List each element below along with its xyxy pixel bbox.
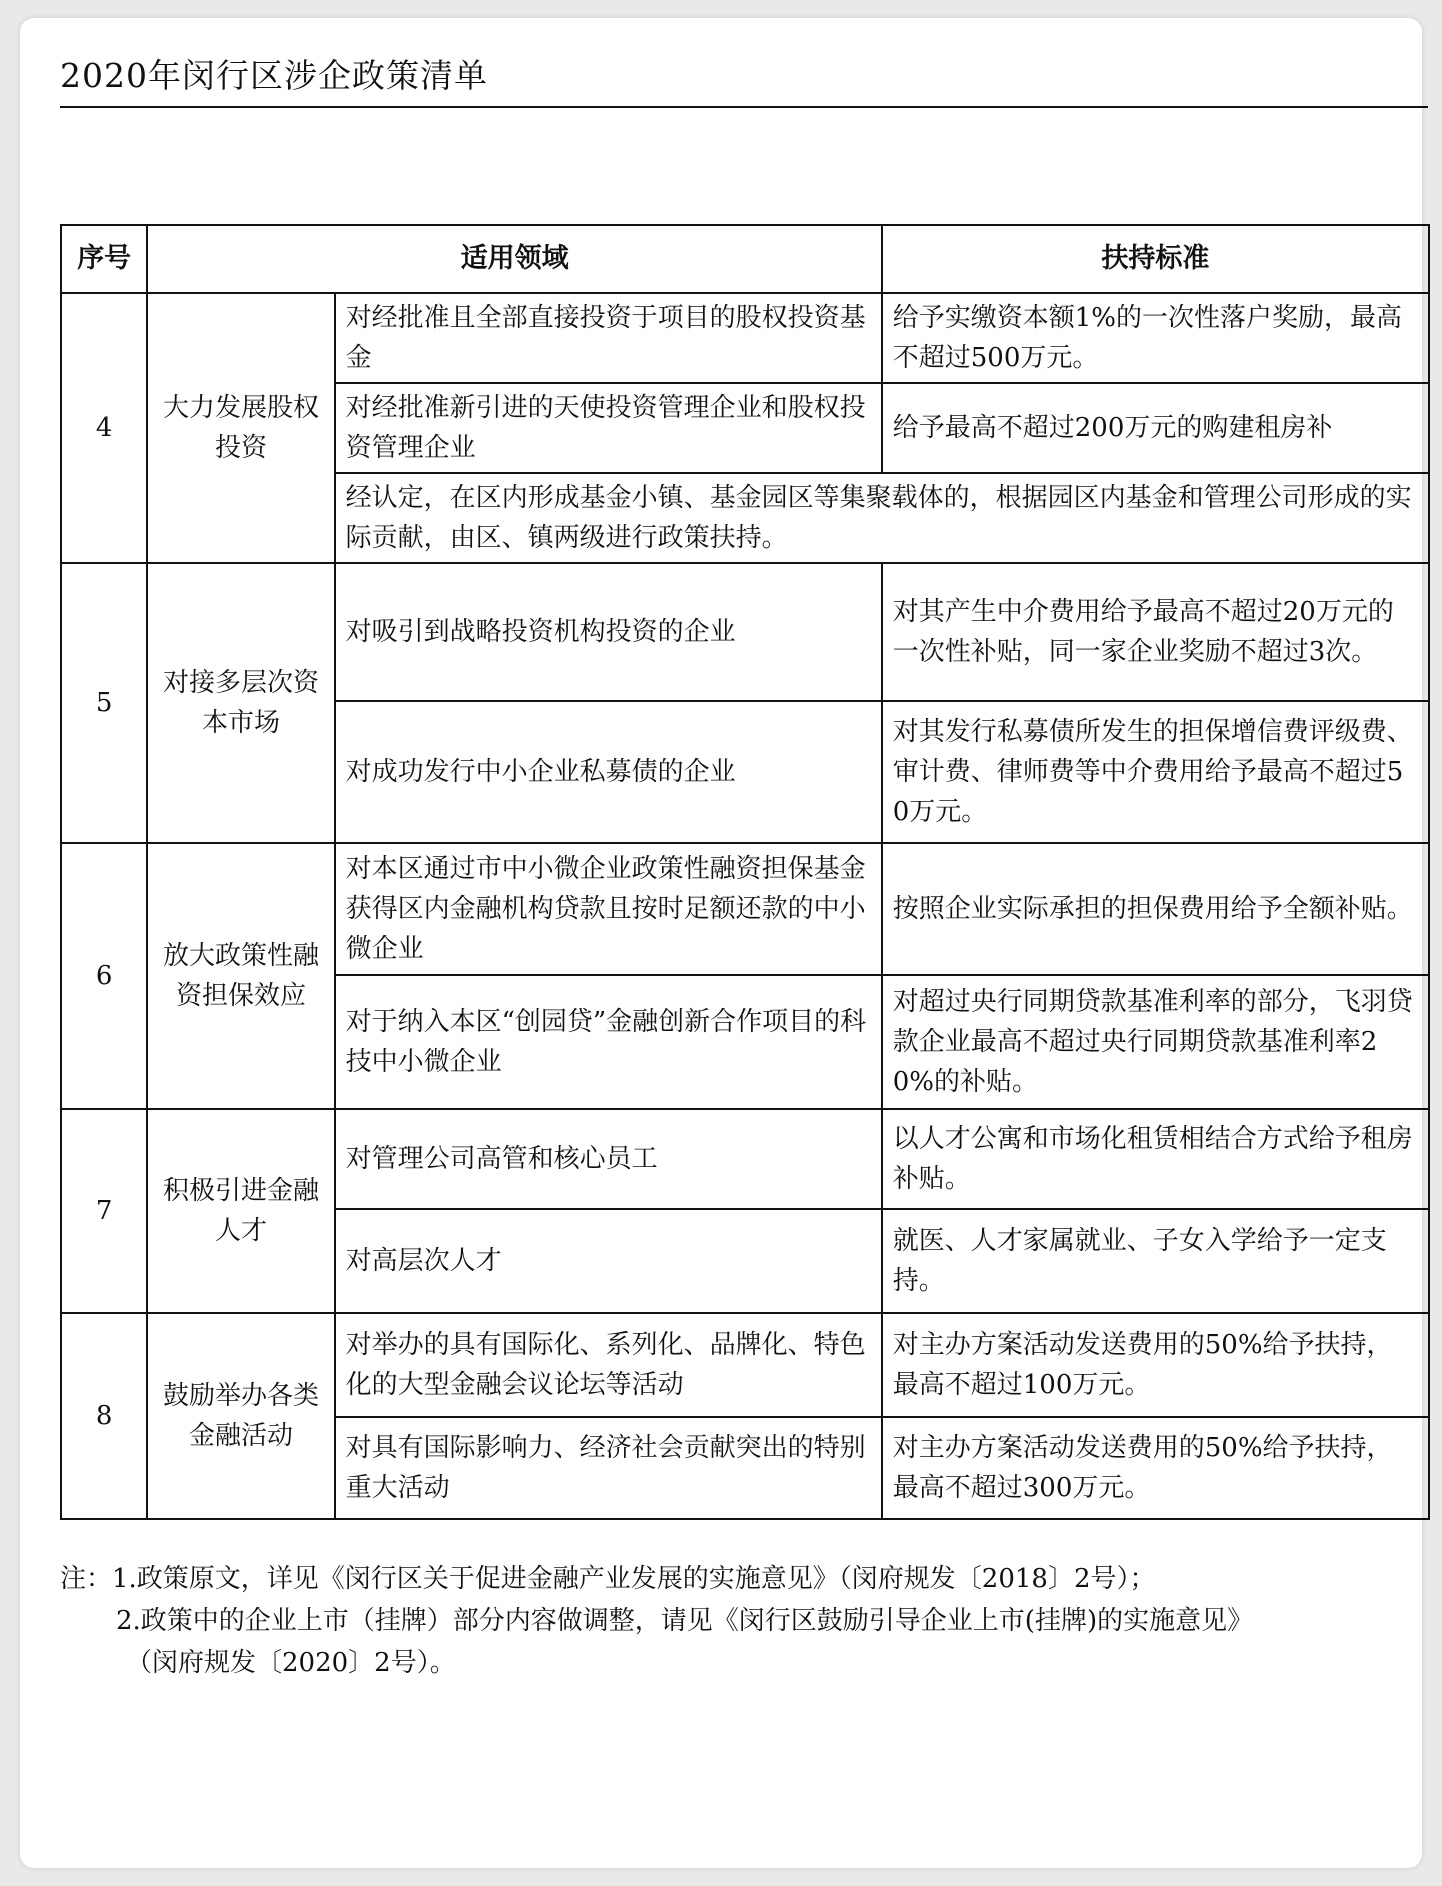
table-row: [61, 563, 1429, 701]
support-standard: 以人才公寓和市场化租赁相结合方式给予租房补贴。: [882, 1109, 1429, 1209]
support-standard: 就医、人才家属就业、子女入学给予一定支持。: [882, 1209, 1429, 1313]
area-detail: 对管理公司高管和核心员工: [335, 1109, 882, 1209]
area-label: 放大政策性融资担保效应: [147, 843, 334, 1109]
area-detail: 对具有国际影响力、经济社会贡献突出的特别重大活动: [335, 1417, 882, 1519]
support-standard: 给予实缴资本额1%的一次性落户奖励，最高不超过500万元。: [882, 293, 1429, 383]
row-number: 6: [61, 843, 147, 1109]
table-row: [61, 1313, 1429, 1417]
area-detail: 对吸引到战略投资机构投资的企业: [335, 563, 882, 701]
header-num: 序号: [61, 225, 147, 293]
area-label: 大力发展股权投资: [147, 293, 334, 563]
table-row: [61, 1109, 1429, 1209]
title-divider: [60, 106, 1428, 108]
document-title: 2020年闵行区涉企政策清单: [60, 56, 488, 95]
header-area: 适用领域: [147, 225, 881, 293]
area-detail-full: 经认定，在区内形成基金小镇、基金园区等集聚载体的，根据园区内基金和管理公司形成的实际贡献，由区、镇两级进行政策扶持。: [335, 473, 1429, 563]
table-row: [61, 843, 1429, 975]
support-standard: 对超过央行同期贷款基准利率的部分，飞羽贷款企业最高不超过央行同期贷款基准利率20%的补贴。: [882, 975, 1429, 1109]
area-label: 积极引进金融人才: [147, 1109, 334, 1313]
area-label: 鼓励举办各类金融活动: [147, 1313, 334, 1519]
support-standard: 对其发行私募债所发生的担保增信费评级费、审计费、律师费等中介费用给予最高不超过50万元。: [882, 701, 1429, 843]
notes-section: [60, 1558, 1430, 1684]
row-number: 5: [61, 563, 147, 843]
note-line-2: 2.政策中的企业上市（挂牌）部分内容做调整，请见《闵行区鼓励引导企业上市(挂牌)的实施意见》: [116, 1606, 1254, 1636]
area-detail: 对于纳入本区“创园贷”金融创新合作项目的科技中小微企业: [335, 975, 882, 1109]
document-page: [20, 18, 1422, 1868]
support-standard: 对主办方案活动发送费用的50%给予扶持，最高不超过300万元。: [882, 1417, 1429, 1519]
support-standard: 对主办方案活动发送费用的50%给予扶持，最高不超过100万元。: [882, 1313, 1429, 1417]
table-header-row: [61, 225, 1429, 293]
row-number: 4: [61, 293, 147, 563]
policy-table: [60, 224, 1430, 1520]
area-detail: 对经批准且全部直接投资于项目的股权投资基金: [335, 293, 882, 383]
support-standard: 对其产生中介费用给予最高不超过20万元的一次性补贴，同一家企业奖励不超过3次。: [882, 563, 1429, 701]
area-detail: 对成功发行中小企业私募债的企业: [335, 701, 882, 843]
area-detail: 对经批准新引进的天使投资管理企业和股权投资管理企业: [335, 383, 882, 473]
area-detail: 对举办的具有国际化、系列化、品牌化、特色化的大型金融会议论坛等活动: [335, 1313, 882, 1417]
note-line-3: （闵府规发〔2020〕2号）。: [126, 1648, 456, 1678]
area-detail: 对本区通过市中小微企业政策性融资担保基金获得区内金融机构贷款且按时足额还款的中小微企业: [335, 843, 882, 975]
table-row: [61, 293, 1429, 383]
area-label: 对接多层次资本市场: [147, 563, 334, 843]
area-detail: 对高层次人才: [335, 1209, 882, 1313]
support-standard: 按照企业实际承担的担保费用给予全额补贴。: [882, 843, 1429, 975]
row-number: 8: [61, 1313, 147, 1519]
row-number: 7: [61, 1109, 147, 1313]
support-standard: 给予最高不超过200万元的购建租房补: [882, 383, 1429, 473]
note-line-1: 注：1.政策原文，详见《闵行区关于促进金融产业发展的实施意见》（闵府规发〔2018〕2号）；: [60, 1564, 1156, 1594]
header-standard: 扶持标准: [882, 225, 1429, 293]
